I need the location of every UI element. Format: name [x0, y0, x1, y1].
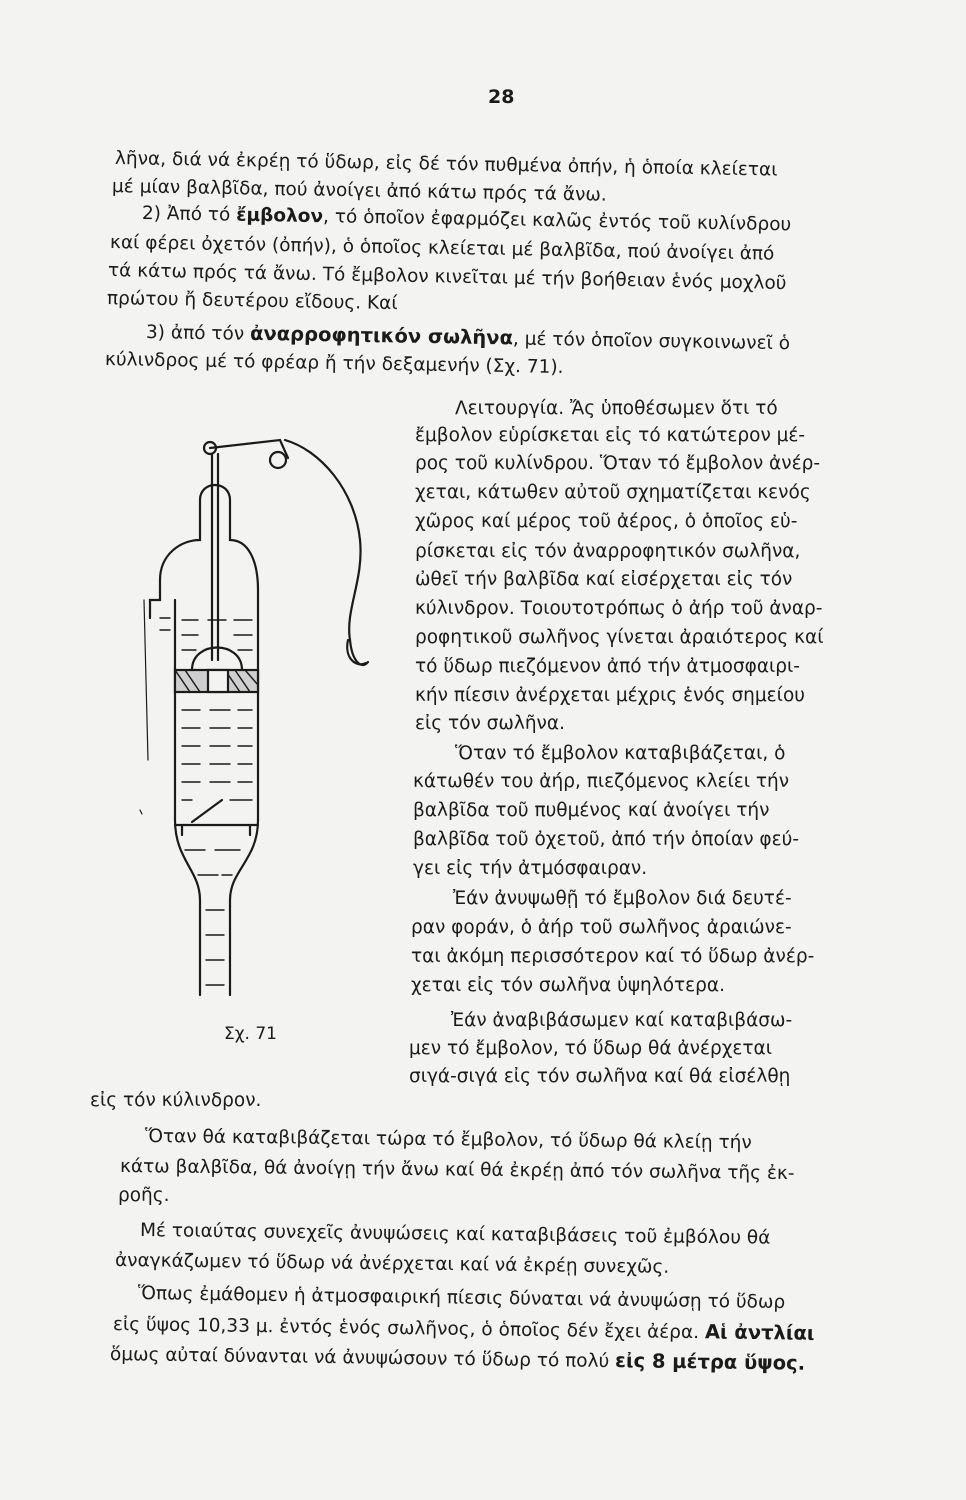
text-line: 3) ἀπό τόν ἀναρροφητικόν σωλῆνα, μέ τόν ὁποῖον συγκοινωνεῖ ὁ: [145, 321, 791, 355]
text-line: ροφητικοῦ σωλῆνος γίνεται ἀραιότερος καί: [415, 627, 824, 648]
text-line: Ἐάν ἀνυψωθῇ τό ἔμβολον διά δευτέ-: [453, 888, 792, 909]
text-line: κύλινδρον. Τοιουτοτρόπως ὁ ἀήρ τοῦ ἀναρ-: [415, 598, 823, 619]
text-line: μεν τό ἔμβολον, τό ὕδωρ θά ἀνέρχεται: [409, 1038, 772, 1059]
text-line: σιγά-σιγά εἰς τόν σωλῆνα καί θά εἰσέλθῃ: [409, 1066, 791, 1087]
text-line: ὅμως αὐταί δύνανται νά ἀνυψώσουν τό ὕδωρ τό πολύ εἰς 8 μέτρα ὕψος.: [109, 1344, 806, 1375]
text-line: χεται εἰς τόν σωλῆνα ὑψηλότερα.: [411, 975, 725, 996]
text-line: βαλβῖδα τοῦ ὀχετοῦ, ἀπό τήν ὁποίαν φεύ-: [413, 829, 800, 850]
text-line: τά κάτω πρός τά ἄνω. Τό ἔμβολον κινεῖται μέ τήν βοήθειαν ἑνός μοχλοῦ: [107, 260, 787, 295]
text-line: εἰς ὕψος 10,33 μ. ἐντός ἑνός σωλῆνος, ὁ ὁποῖος δέν ἔχει ἀέρα. Αἱ ἀντλίαι: [112, 1314, 815, 1345]
pump-handle: [285, 440, 368, 665]
pump-lever: [210, 440, 288, 458]
text-line: χεται, κάτωθεν αὐτοῦ σχηματίζεται κενός: [415, 482, 811, 503]
text-line: εἰς τόν σωλῆνα.: [415, 713, 565, 734]
figure-caption: Σχ. 71: [224, 1024, 278, 1044]
text-line: ροῆς.: [118, 1185, 170, 1206]
text-line: 2) Ἀπό τό ἔμβολον, τό ὁποῖον ἐφαρμόζει καλῶς ἐντός τοῦ κυλίνδρου: [141, 203, 792, 236]
bottom-valve: [192, 800, 222, 822]
text-line: ἔμβολον εὑρίσκεται εἰς τό κατώτερον μέ-: [415, 425, 806, 446]
text-line: ραν φοράν, ὁ ἀήρ τοῦ σωλῆνος ἀραιώνε-: [411, 917, 792, 938]
text-line: ται ἀκόμη περισσότερον καί τό ὕδωρ ἀνέρ-: [411, 946, 815, 967]
text-line: Μέ τοιαύτας συνεχεῖς ἀνυψώσεις καί καταβιβάσεις τοῦ ἐμβόλου θά: [139, 1220, 771, 1249]
text-line: λῆνα, διά νά ἐκρέῃ τό ὕδωρ, εἰς δέ τόν πυθμένα ὀπήν, ἡ ὁποία κλείεται: [114, 148, 778, 181]
page-number: 28: [488, 86, 515, 108]
pump-figure: [130, 430, 460, 1010]
text-line: Ὅπως ἐμάθομεν ἡ ἀτμοσφαιρική πίεσις δύναται νά ἀνυψώσῃ τό ὕδωρ: [137, 1283, 786, 1314]
text-line: κάτω βαλβῖδα, θά ἀνοίγῃ τήν ἄνω καί θά ἐκρέῃ ἀπό τόν σωλῆνα τῆς ἐκ-: [119, 1156, 795, 1185]
text-line: τό ὕδωρ πιεζόμενον ἀπό τήν ἀτμοσφαιρι-: [415, 656, 800, 677]
text-line: καί φέρει ὀχετόν (ὀπήν), ὁ ὁποῖος κλείεται μέ βαλβῖδα, πού ἀνοίγει ἀπό: [109, 232, 775, 265]
text-line: χῶρος καί μέρος τοῦ ἀέρος, ὁ ὁποῖος εὑ-: [415, 511, 798, 532]
text-line: ὠθεῖ τήν βαλβῖδα καί εἰσέρχεται εἰς τόν: [415, 569, 793, 590]
text-line: μέ μίαν βαλβῖδα, πού ἀνοίγει ἀπό κάτω πρός τά ἄνω.: [111, 176, 607, 206]
text-line: ρίσκεται εἰς τόν ἀναρροφητικόν σωλῆνα,: [415, 541, 801, 562]
text-line: πρώτου ἤ δευτέρου εἴδους. Καί: [106, 288, 398, 315]
text-line: κάτωθέν του ἀήρ, πιεζόμενος κλείει τήν: [413, 771, 790, 792]
text-line: ρος τοῦ κυλίνδρου. Ὅταν τό ἔμβολον ἀνέρ-: [415, 453, 820, 474]
text-line: κύλινδρος μέ τό φρέαρ ἤ τήν δεξαμενήν (Σχ. 71).: [104, 349, 564, 379]
text-line: βαλβῖδα τοῦ πυθμένος καί ἀνοίγει τήν: [413, 800, 770, 821]
text-line: Ἐάν ἀναβιβάσωμεν καί καταβιβάσω-: [451, 1010, 793, 1031]
text-line: εἰς τόν κύλινδρον.: [90, 1090, 262, 1111]
text-line: Ὅταν τό ἔμβολον καταβιβάζεται, ὁ: [455, 743, 786, 764]
text-line: γει εἰς τήν ἀτμόσφαιραν.: [413, 858, 648, 879]
text-line: Ὅταν θά καταβιβάζεται τώρα τό ἔμβολον, τό ὕδωρ θά κλείῃ τήν: [144, 1126, 752, 1154]
suction-pipe: [175, 820, 200, 995]
text-line: ἀναγκάζωμεν τό ὕδωρ νά ἀνέρχεται καί νά ἐκρέῃ συνεχῶς.: [114, 1250, 670, 1278]
text-line: Λειτουργία. Ἄς ὑποθέσωμεν ὅτι τό: [455, 398, 778, 419]
text-line: κήν πίεσιν ἀνέρχεται μέχρις ἑνός σημείου: [415, 685, 805, 706]
